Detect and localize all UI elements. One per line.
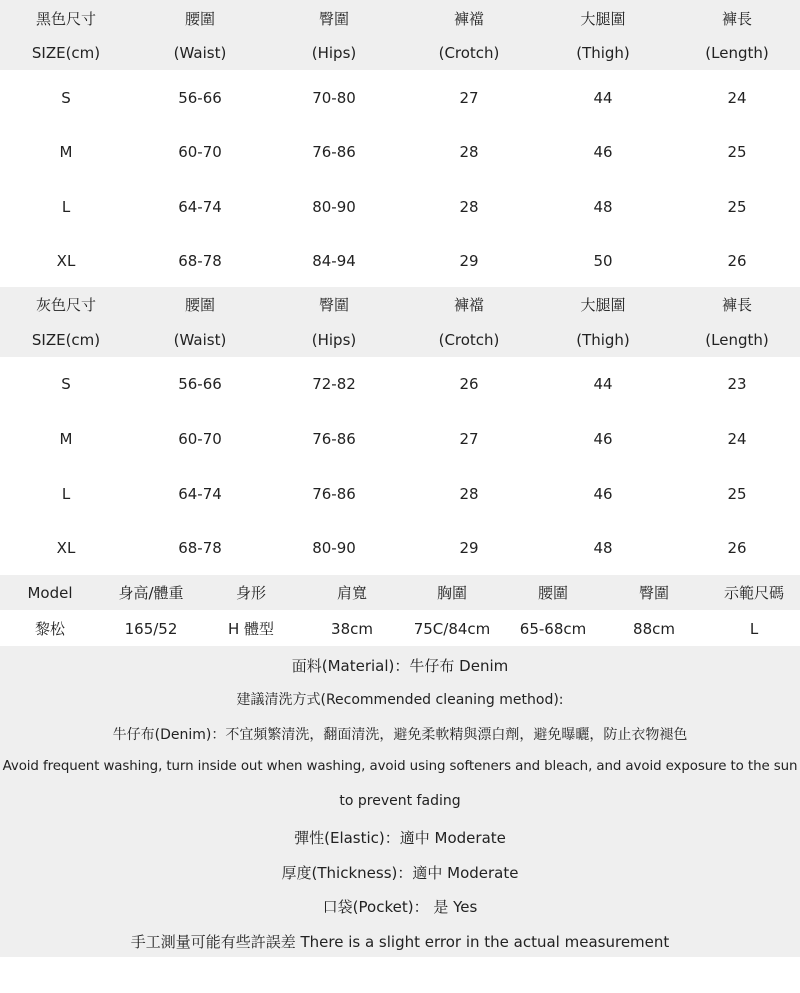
thickness-note: 厚度(Thickness)：適中 Moderate: [281, 864, 519, 882]
cleaning-zh: 牛仔布(Denim)：不宜頻繁清洗，翻面清洗，避免柔軟精與漂白劑，避免曝曬，防止衣物褪色: [112, 727, 688, 743]
grey-header-crotch-en: (Crotch): [438, 331, 500, 349]
size-cell: S: [61, 375, 71, 393]
grey-header-waist-zh: 腰圍: [184, 295, 216, 314]
table-row: [0, 534, 800, 562]
measurement-error-note: 手工測量可能有些許誤差 There is a slight error in the actual measurement: [130, 933, 670, 951]
thigh-cell: 48: [593, 198, 613, 216]
size-cell: XL: [56, 252, 76, 270]
black-header-length-en: (Length): [705, 44, 769, 62]
black-header-hips-en: (Hips): [311, 44, 357, 62]
crotch-cell: 29: [459, 539, 479, 557]
length-cell: 24: [727, 89, 747, 107]
model-waist: 65-68cm: [519, 619, 587, 638]
hips-cell: 80-90: [312, 539, 356, 557]
cleaning-en-line-1: Avoid frequent washing, turn inside out when washing, avoid using softeners and bleach, and avoid exposure to the sun: [2, 759, 798, 774]
black-header-length-zh: 褲長: [721, 9, 753, 28]
hips-cell: 76-86: [312, 143, 356, 161]
hips-cell: 80-90: [312, 198, 356, 216]
grey-header-length-en: (Length): [705, 331, 769, 349]
crotch-cell: 27: [459, 430, 479, 448]
length-cell: 25: [727, 143, 747, 161]
grey-header-hips-en: (Hips): [311, 331, 357, 349]
length-cell: 26: [727, 539, 747, 557]
model-header-height-weight: 身高/體重: [118, 584, 184, 602]
model-header-bust: 胸圍: [436, 584, 468, 602]
grey-header-thigh-zh: 大腿圍: [580, 295, 626, 314]
crotch-cell: 28: [459, 485, 479, 503]
cleaning-title: 建議清洗方式(Recommended cleaning method):: [236, 692, 564, 708]
size-cell: M: [59, 143, 73, 161]
thigh-cell: 44: [593, 89, 613, 107]
waist-cell: 68-78: [178, 252, 222, 270]
table-row: [0, 370, 800, 398]
table-row: [0, 425, 800, 453]
model-height-weight: 165/52: [124, 619, 178, 638]
crotch-cell: 28: [459, 198, 479, 216]
model-header-waist: 腰圍: [537, 584, 569, 602]
table-row: [0, 193, 800, 221]
model-header-hips: 臀圍: [638, 584, 670, 602]
length-cell: 26: [727, 252, 747, 270]
waist-cell: 60-70: [178, 430, 222, 448]
hips-cell: 72-82: [312, 375, 356, 393]
crotch-cell: 28: [459, 143, 479, 161]
waist-cell: 60-70: [178, 143, 222, 161]
grey-header-length-zh: 褲長: [721, 295, 753, 314]
thigh-cell: 44: [593, 375, 613, 393]
model-table-row: [0, 611, 800, 646]
black-header-size-en: SIZE(cm): [31, 44, 101, 62]
thigh-cell: 46: [593, 430, 613, 448]
model-name: 黎松: [34, 620, 66, 638]
black-header-thigh-zh: 大腿圍: [580, 9, 626, 28]
black-header-thigh-en: (Thigh): [576, 44, 630, 62]
crotch-cell: 26: [459, 375, 479, 393]
crotch-cell: 27: [459, 89, 479, 107]
table-row: [0, 480, 800, 508]
size-cell: M: [59, 430, 73, 448]
length-cell: 23: [727, 375, 747, 393]
grey-header-crotch-zh: 褲襠: [453, 295, 485, 314]
model-bust: 75C/84cm: [413, 619, 491, 638]
size-cell: XL: [56, 539, 76, 557]
model-hips: 88cm: [633, 619, 675, 638]
model-shoulder: 38cm: [331, 619, 373, 638]
waist-cell: 68-78: [178, 539, 222, 557]
black-header-hips-zh: 臀圍: [318, 9, 350, 28]
model-header-model: Model: [27, 583, 73, 602]
waist-cell: 56-66: [178, 375, 222, 393]
waist-cell: 56-66: [178, 89, 222, 107]
grey-header-size-en: SIZE(cm): [31, 331, 101, 349]
length-cell: 25: [727, 198, 747, 216]
grey-header-hips-zh: 臀圍: [318, 295, 350, 314]
grey-header-thigh-en: (Thigh): [576, 331, 630, 349]
model-header-shoulder: 肩寬: [336, 584, 368, 602]
grey-header-waist-en: (Waist): [173, 331, 227, 349]
table-row: [0, 84, 800, 112]
black-header-waist-zh: 腰圍: [184, 9, 216, 28]
grey-header-color-size: 灰色尺寸: [35, 295, 97, 314]
size-cell: L: [61, 198, 71, 216]
black-header-crotch-zh: 褲襠: [453, 9, 485, 28]
thigh-cell: 46: [593, 143, 613, 161]
table-row: [0, 138, 800, 166]
hips-cell: 84-94: [312, 252, 356, 270]
product-notes: [0, 646, 800, 957]
elastic-note: 彈性(Elastic)：適中 Moderate: [294, 829, 506, 847]
thigh-cell: 50: [593, 252, 613, 270]
material-note: 面料(Material)：牛仔布 Denim: [291, 657, 509, 675]
thigh-cell: 48: [593, 539, 613, 557]
cleaning-en-line-2: to prevent fading: [339, 793, 461, 809]
pocket-note: 口袋(Pocket)： 是 Yes: [322, 898, 478, 916]
thigh-cell: 46: [593, 485, 613, 503]
hips-cell: 76-86: [312, 485, 356, 503]
table-row: [0, 247, 800, 275]
model-size-worn: L: [749, 619, 759, 638]
model-header-body-shape: 身形: [235, 584, 267, 602]
hips-cell: 70-80: [312, 89, 356, 107]
waist-cell: 64-74: [178, 485, 222, 503]
size-cell: L: [61, 485, 71, 503]
black-header-color-size: 黑色尺寸: [35, 9, 97, 28]
size-cell: S: [61, 89, 71, 107]
crotch-cell: 29: [459, 252, 479, 270]
grey-header-en-row: [0, 326, 800, 354]
black-header-en-row: [0, 39, 800, 67]
model-body-shape: H 體型: [227, 620, 275, 638]
hips-cell: 76-86: [312, 430, 356, 448]
black-header-zh-row: [0, 4, 800, 32]
waist-cell: 64-74: [178, 198, 222, 216]
grey-header-zh-row: [0, 290, 800, 318]
black-header-crotch-en: (Crotch): [438, 44, 500, 62]
length-cell: 25: [727, 485, 747, 503]
black-header-waist-en: (Waist): [173, 44, 227, 62]
model-table-header: [0, 575, 800, 610]
length-cell: 24: [727, 430, 747, 448]
model-header-size-worn: 示範尺碼: [723, 584, 785, 602]
